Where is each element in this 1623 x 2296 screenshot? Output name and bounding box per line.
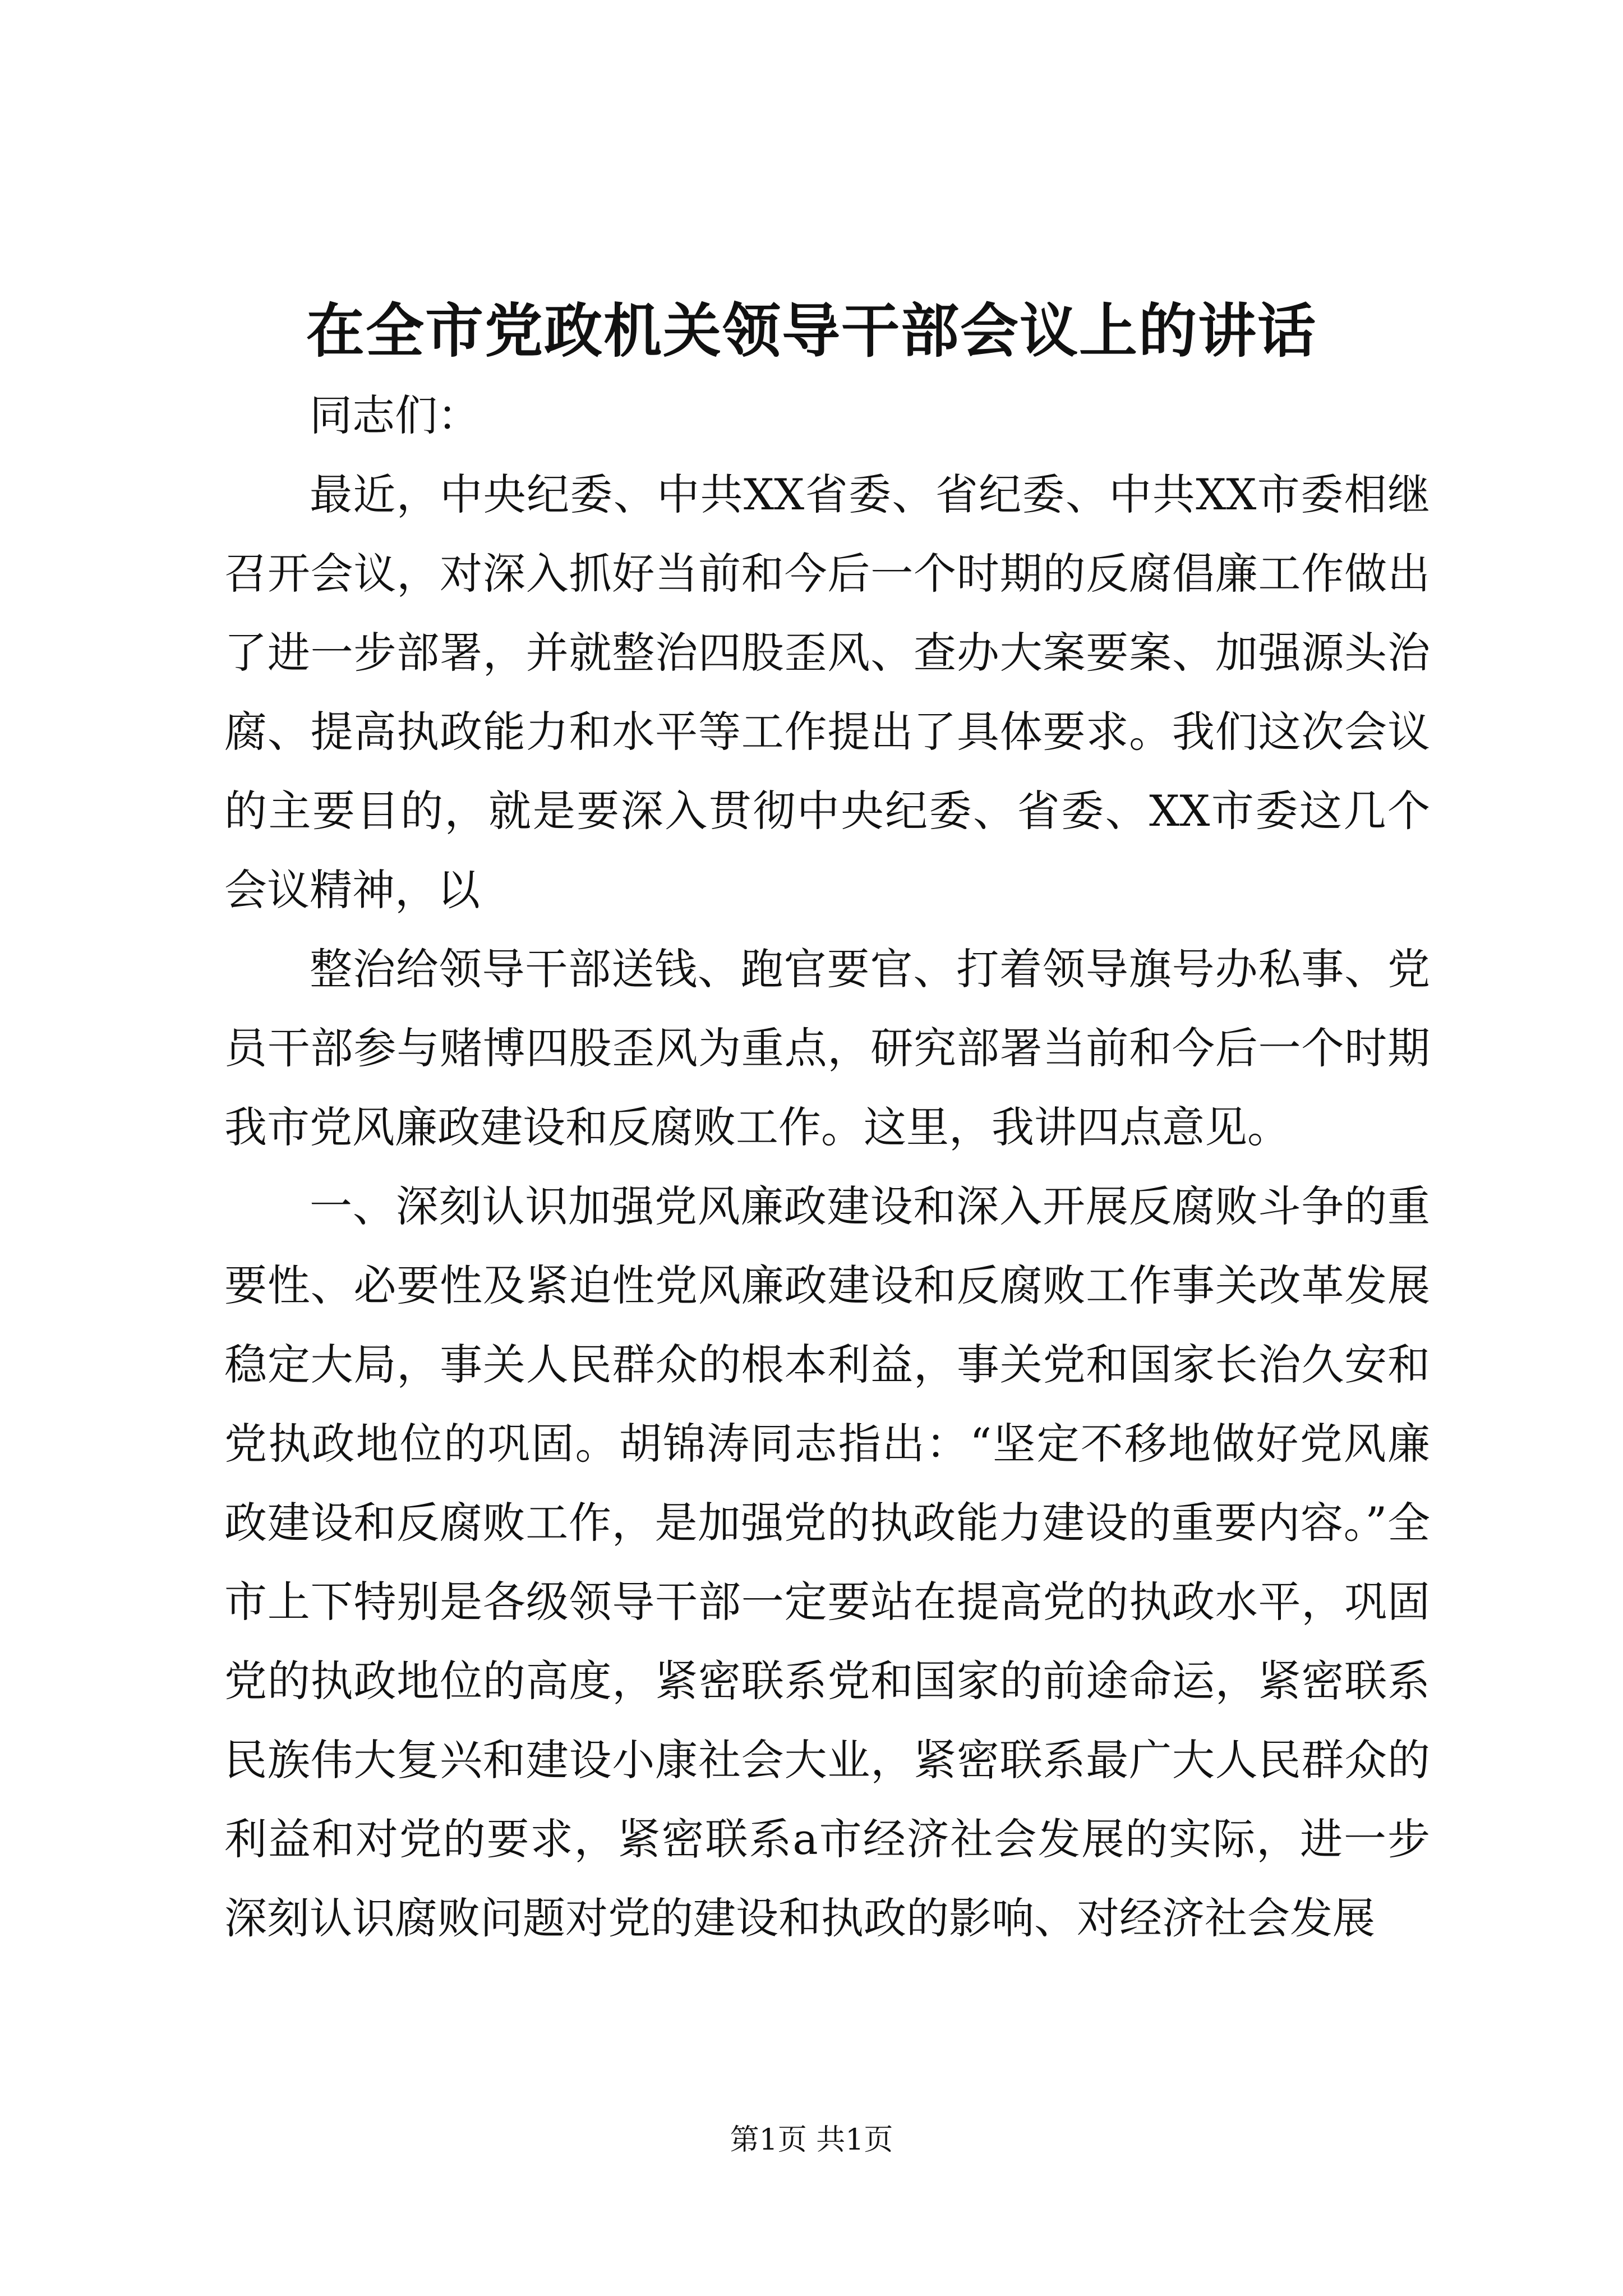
paragraph-2: 整治给领导干部送钱、跑官要官、打着领导旗号办私事、党员干部参与赌博四股歪风为重点，研究部署当前和今后一个时期我市党风廉政建设和反腐败工作。这里，我讲四点意见。 <box>224 944 1430 1152</box>
document-title: 在全市党政机关领导干部会议上的讲话 <box>306 296 1317 365</box>
document-body <box>224 376 1430 1958</box>
page-footer <box>0 2120 1623 2160</box>
page-number-label: 第1页 共1页 <box>730 2123 893 2157</box>
paragraph-3: 一、深刻认识加强党风廉政建设和深入开展反腐败斗争的重要性、必要性及紧迫性党风廉政建设和反腐败工作事关改革发展稳定大局，事关人民群众的根本利益，事关党和国家长治久安和党执政地位的巩固。胡锦涛同志指出：“坚定不移地做好党风廉政建设和反腐败工作，是加强党的执政能力建设的重要内容。”全市上下特别是各级领导干部一定要站在提高党的执政水平，巩固党的执政地位的高度，紧密联系党和国家的前途命运，紧密联系民族伟大复兴和建设小康社会大业，紧密联系最广大人民群众的利益和对党的要求，紧密联系a市经济社会发展的实际，进一步深刻认识腐败问题对党的建设和执政的影响、对经济社会发展 <box>224 1181 1430 1943</box>
paragraph-1: 最近，中央纪委、中共XX省委、省纪委、中共XX市委相继召开会议，对深入抓好当前和今后一个时期的反腐倡廉工作做出了进一步部署，并就整治四股歪风、查办大案要案、加强源头治腐、提高执政能力和水平等工作提出了具体要求。我们这次会议的主要目的，就是要深入贯彻中央纪委、省委、XX市委这几个会议精神，以 <box>224 470 1430 915</box>
salutation: 同志们： <box>310 390 480 440</box>
